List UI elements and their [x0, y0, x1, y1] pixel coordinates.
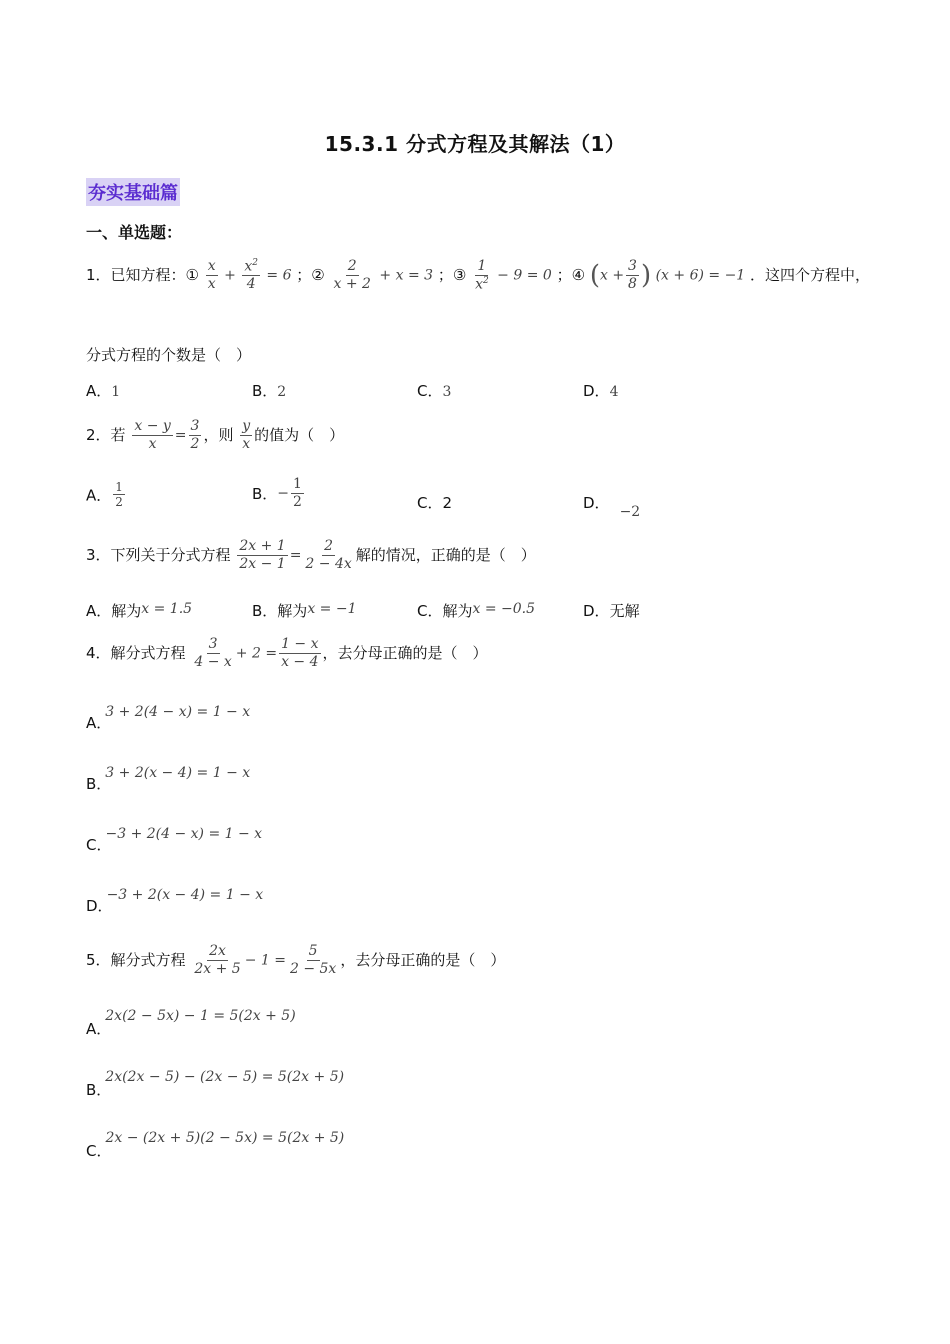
option-b[interactable]: B．3 + 2(x − 4) = 1 − x [86, 765, 251, 793]
stem-text: 若 [110, 425, 126, 444]
equation-2: $\frac{2}{x + 2}$ + x = 3 [333, 258, 434, 293]
option-a[interactable]: A． $\frac{1}{2}$ [86, 480, 123, 510]
option-d[interactable]: D．4 [583, 382, 619, 400]
option-b[interactable]: B．− $\frac{1}{2}$ [252, 476, 302, 510]
question-5-stem [86, 943, 505, 978]
stem-text: 的值为（ ） [254, 425, 345, 444]
option-a[interactable]: A．3 + 2(4 − x) = 1 − x [86, 704, 251, 732]
option-c[interactable]: C．2 [417, 494, 453, 512]
equation-1: $\frac{x}{x}$ + $\frac{x^2}{4}$ = 6 [207, 258, 292, 293]
stem-text: 解分式方程 [110, 643, 186, 662]
option-a[interactable]: A．2x(2 − 5x) − 1 = 5(2x + 5) [86, 1008, 296, 1038]
given-equation: $\frac{x - y}{x}$ = $\frac{3}{2}$ [134, 418, 200, 452]
option-a[interactable]: A．1 [86, 382, 121, 400]
question-number: 3． [86, 545, 111, 564]
stem-text: ，去分母正确的是（ ） [340, 950, 506, 969]
question-number: 2． [86, 425, 111, 444]
stem-text: ；④ [556, 266, 586, 285]
given-equation: $\frac{2x}{2x + 5}$ − 1 = $\frac{5}{2 - 5x}$ [194, 943, 337, 977]
page-title: 15.3.1 分式方程及其解法（1） [324, 132, 626, 156]
question-1-stem-cont: 分式方程的个数是（ ） [86, 346, 252, 364]
option-c[interactable]: C．3 [417, 382, 452, 400]
option-b[interactable]: B．2 [252, 382, 287, 400]
stem-text: ．这四个方程中， [750, 266, 871, 285]
question-number: 1． [86, 266, 111, 285]
option-b[interactable]: B．2x(2x − 5) − (2x − 5) = 5(2x + 5) [86, 1069, 345, 1099]
stem-text: ；② [296, 266, 325, 285]
option-c[interactable]: C．2x − (2x + 5)(2 − 5x) = 5(2x + 5) [86, 1130, 345, 1160]
question-type-heading: 一、单选题： [86, 223, 183, 242]
option-c[interactable]: C．−3 + 2(4 − x) = 1 − x [86, 826, 263, 854]
equation-3: $\frac{1}{x^2}$ − 9 = 0 [475, 258, 552, 293]
question-1-stem [86, 258, 870, 293]
stem-text: 解的情况，正确的是（ ） [355, 545, 536, 564]
stem-text: 下列关于分式方程 [110, 545, 231, 564]
question-number: 5． [86, 950, 111, 969]
given-equation: $\frac{3}{4 - x}$ + 2 = $\frac{1 - x}{x - 4}$ [194, 636, 319, 670]
question-2-stem [86, 418, 344, 453]
stem-text: ，则 [203, 425, 234, 444]
option-d[interactable]: D． −2 [583, 494, 641, 520]
question-3-stem [86, 538, 536, 573]
stem-text: ，去分母正确的是（ ） [322, 643, 488, 662]
stem-text: 已知方程：① [110, 266, 199, 285]
option-a[interactable]: A．解为x = 1.5 [86, 601, 193, 620]
stem-text: 解分式方程 [110, 950, 186, 969]
section-heading: 夯实基础篇 [86, 178, 180, 206]
stem-text: ；③ [437, 266, 467, 285]
option-c[interactable]: C．解为x = −0.5 [417, 601, 536, 620]
target-fraction: $\frac{y}{x}$ [242, 418, 251, 452]
option-d[interactable]: D．−3 + 2(x − 4) = 1 − x [86, 887, 264, 915]
question-number: 4． [86, 643, 111, 662]
option-b[interactable]: B．解为x = −1 [252, 601, 357, 620]
option-d[interactable]: D．无解 [583, 602, 640, 620]
question-4-stem [86, 636, 488, 671]
equation-4: (x + $\frac{3}{8}$ ) (x + 6) = −1 [589, 258, 746, 293]
given-equation: $\frac{2x + 1}{2x - 1}$ = $\frac{2}{2 - 4x}$ [239, 538, 352, 572]
